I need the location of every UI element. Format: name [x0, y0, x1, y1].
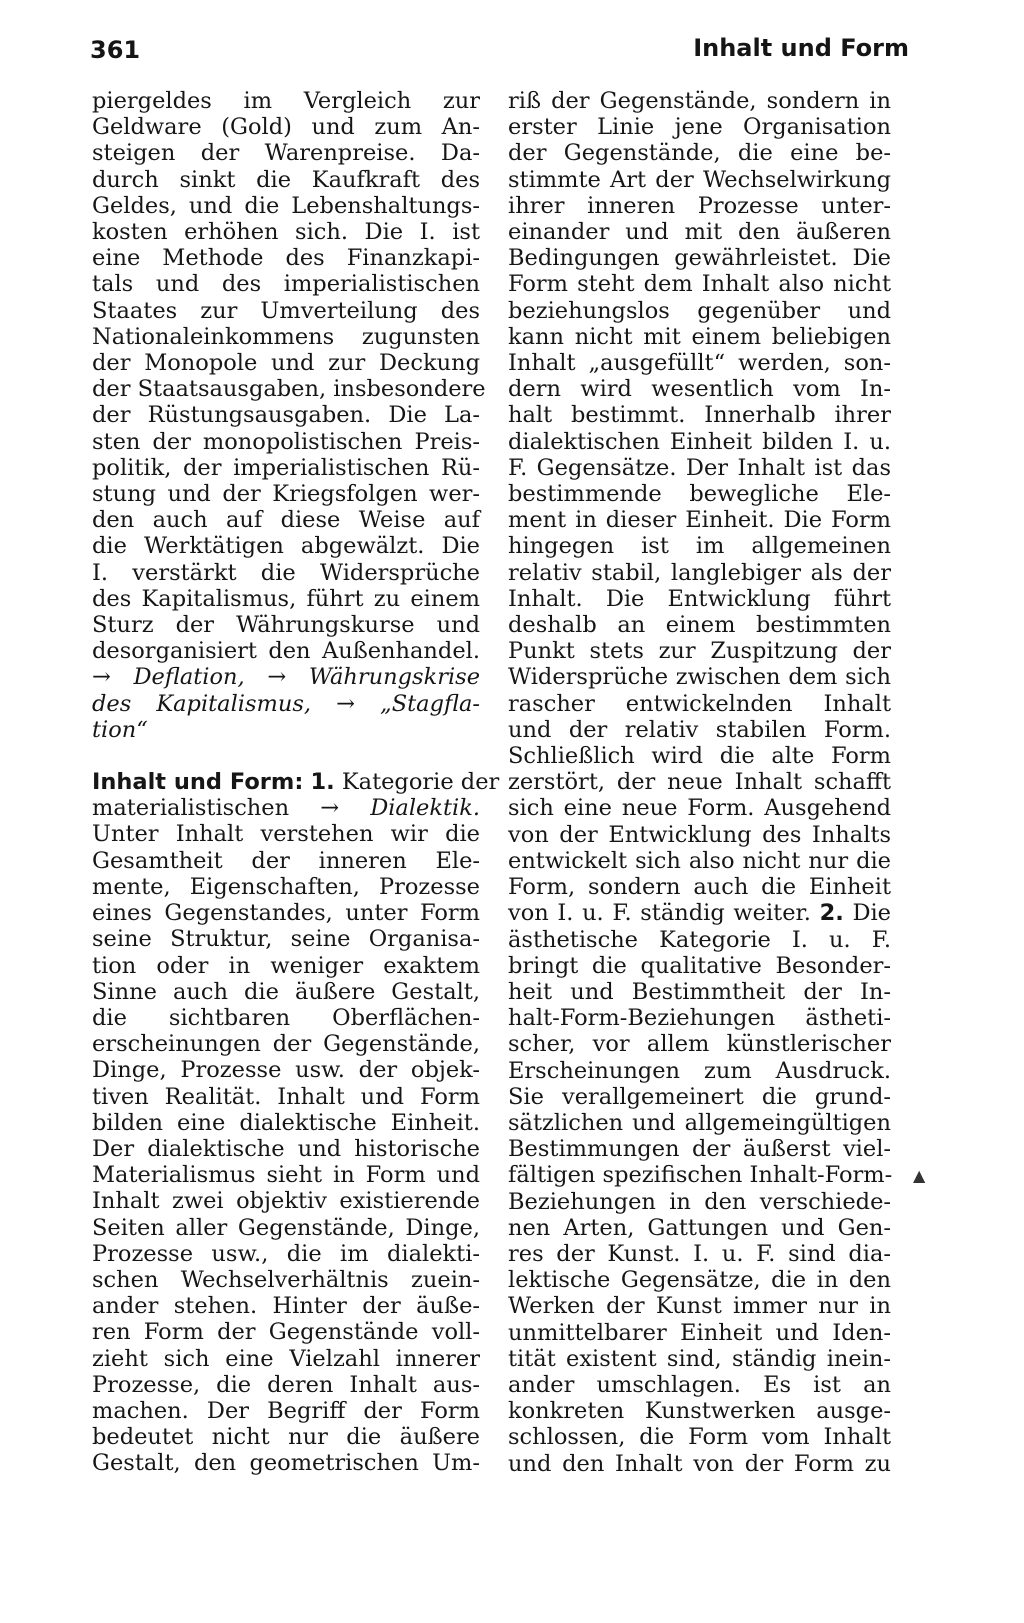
text-line: durch sinkt die Kaufkraft des	[92, 166, 480, 193]
crossref-waehrungskrise[interactable]: Währungskrise	[308, 664, 481, 691]
left-column	[92, 88, 500, 1477]
text-line: Widersprüche zwischen dem sich	[508, 664, 891, 691]
text-line: ren Form der Gegenstände voll-	[92, 1319, 480, 1346]
text-line: konkreten Kunstwerken ausge-	[508, 1398, 891, 1425]
text-line: ment in dieser Einheit. Die Form	[508, 507, 891, 534]
text-line: Bedingungen gewährleistet. Die	[508, 245, 891, 272]
text-line: piergeldes im Vergleich zur	[92, 88, 480, 114]
text-line: kosten erhöhen sich. Die I. ist	[92, 219, 480, 246]
text-line: tion oder in weniger exaktem	[92, 952, 480, 979]
text-line: heit und Bestimmtheit der In-	[508, 978, 891, 1005]
arrow-icon: →	[320, 795, 340, 822]
text-line: fältigen spezifischen Inhalt-Form-	[508, 1162, 893, 1189]
text-fragment: von I. u. F. ständig weiter.	[508, 900, 811, 927]
text-line: ander stehen. Hinter der äuße-	[92, 1293, 480, 1320]
text-line: die Werktätigen abgewälzt. Die	[92, 533, 480, 560]
arrow-icon: →	[267, 664, 287, 691]
text-line: von der Entwicklung des Inhalts	[508, 821, 891, 848]
text-line: Beziehungen in den verschiede-	[508, 1188, 891, 1215]
text-line: Bestimmungen der äußerst viel-	[508, 1136, 891, 1163]
text-line: sich eine neue Form. Ausgehend	[508, 795, 891, 822]
text-line: bedeutet nicht nur die äußere	[92, 1424, 480, 1451]
text-line: der Rüstungsausgaben. Die La-	[92, 402, 480, 429]
text-line: politik, der imperialistischen Rü-	[92, 454, 480, 481]
text-line: Inhalt zwei objektiv existierende	[92, 1188, 480, 1215]
right-column	[508, 88, 891, 1477]
text-line: stung und der Kriegsfolgen wer-	[92, 481, 480, 508]
text-line: und der relativ stabilen Form.	[508, 716, 891, 743]
text-line: deshalb an einem bestimmten	[508, 612, 891, 639]
margin-mark-icon: ▲	[913, 1166, 926, 1185]
text-line: halt bestimmt. Innerhalb ihrer	[508, 402, 891, 429]
text-line: Gestalt, den geometrischen Um-	[92, 1450, 480, 1477]
text-line: der Staatsausgaben, insbesondere	[92, 376, 486, 403]
entry-spacer	[92, 743, 480, 769]
text-line: ihrer inneren Prozesse unter-	[508, 192, 891, 219]
text-line: I. verstärkt die Widersprüche	[92, 559, 480, 586]
text-line: kann nicht mit einem beliebigen	[508, 323, 891, 350]
text-line: schen Wechselverhältnis zuein-	[92, 1266, 480, 1293]
text-line: Dinge, Prozesse usw. der objek-	[92, 1057, 480, 1084]
text-line: sätzlichen und allgemeingültigen	[508, 1109, 891, 1136]
page-number: 361	[90, 36, 141, 64]
text-line: tiven Realität. Inhalt und Form	[92, 1083, 480, 1110]
text-line: Seiten aller Gegenstände, Dinge,	[92, 1214, 480, 1241]
text-line: desorganisiert den Außenhandel.	[92, 638, 480, 665]
text-line: erster Linie jene Organisation	[508, 114, 891, 141]
text-line: riß der Gegenstände, sondern in	[508, 88, 891, 114]
text-line: bestimmende bewegliche Ele-	[508, 481, 891, 508]
running-title: Inhalt und Form	[693, 34, 909, 62]
text-line: entwickelt sich also nicht nur die	[508, 847, 891, 874]
text-line: lektische Gegensätze, die in den	[508, 1267, 891, 1294]
section-number: 1.	[310, 769, 335, 796]
text-line: sten der monopolistischen Preis-	[92, 428, 480, 455]
entry-inhalt-und-form	[92, 769, 500, 1477]
text-fragment: Die	[852, 900, 891, 927]
text-line: bilden eine dialektische Einheit.	[92, 1109, 480, 1136]
text-line: machen. Der Begriff der Form	[92, 1397, 480, 1424]
text-line: Form steht dem Inhalt also nicht	[508, 271, 891, 298]
text-line: relativ stabil, langlebiger als der	[508, 559, 891, 586]
text-line: eine Methode des Finanzkapi-	[92, 245, 480, 272]
text-line: Werken der Kunst immer nur in	[508, 1293, 891, 1320]
text-line: erscheinungen der Gegenstände,	[92, 1031, 480, 1058]
text-line: Materialismus sieht in Form und	[92, 1162, 480, 1189]
text-line: dialektischen Einheit bilden I. u.	[508, 428, 891, 455]
section-number: 2.	[819, 900, 844, 927]
text-line: stimmte Art der Wechselwirkung	[508, 166, 891, 193]
entry-heading: Inhalt und Form:	[92, 769, 304, 796]
crossref-deflation[interactable]: Deflation,	[133, 664, 245, 691]
text-line: tität existent sind, ständig inein-	[508, 1345, 891, 1372]
text-line: Sie verallgemeinert die grund-	[508, 1083, 891, 1110]
text-line: Staates zur Umverteilung des	[92, 297, 480, 324]
crossref-line	[92, 717, 480, 743]
text-line: res der Kunst. I. u. F. sind dia-	[508, 1240, 891, 1267]
crossref-stagflation-cont[interactable]: tion“	[92, 716, 148, 743]
text-line: den auch auf diese Weise auf	[92, 507, 480, 534]
text-line	[508, 900, 891, 926]
text-line: Schließlich wird die alte Form	[508, 743, 891, 770]
crossref-dialektik[interactable]: Dialektik.	[370, 795, 481, 822]
text-line: mente, Eigenschaften, Prozesse	[92, 873, 480, 900]
text-line: scher, vor allem künstlerischer	[508, 1031, 891, 1058]
text-line: des Kapitalismus, führt zu einem	[92, 585, 480, 612]
cross-references	[92, 664, 480, 743]
text-line: tals und des imperialistischen	[92, 271, 480, 298]
text-line: Erscheinungen zum Ausdruck.	[508, 1057, 891, 1084]
text-line: hingegen ist im allgemeinen	[508, 533, 891, 560]
text-line: Form, sondern auch die Einheit	[508, 874, 891, 901]
text-line: halt-Form-Beziehungen ästheti-	[508, 1005, 891, 1032]
arrow-icon: →	[336, 690, 355, 717]
text-line: und den Inhalt von der Form zu	[508, 1450, 891, 1477]
text-line: die sichtbaren Oberflächen-	[92, 1004, 480, 1031]
text-line: Punkt stets zur Zuspitzung der	[508, 638, 891, 665]
text-fragment: Kategorie der	[341, 769, 500, 796]
text-line: Nationaleinkommens zugunsten	[92, 323, 480, 350]
text-line: Der dialektische und historische	[92, 1135, 480, 1162]
text-line: dern wird wesentlich vom In-	[508, 376, 891, 403]
arrow-icon: →	[92, 664, 111, 691]
text-line: eines Gegenstandes, unter Form	[92, 900, 480, 927]
text-line: Geldware (Gold) und zum An-	[92, 114, 480, 141]
text-line: ästhetische Kategorie I. u. F.	[508, 926, 891, 953]
entry-first-line	[92, 769, 500, 796]
text-line: rascher entwickelnden Inhalt	[508, 690, 891, 717]
text-line: bringt die qualitative Besonder-	[508, 952, 891, 979]
text-line: einander und mit den äußeren	[508, 219, 891, 246]
text-line: zieht sich eine Vielzahl innerer	[92, 1345, 480, 1372]
text-line: Prozesse, die deren Inhalt aus-	[92, 1371, 480, 1398]
text-line: seine Struktur, seine Organisa-	[92, 926, 480, 953]
text-line: beziehungslos gegenüber und	[508, 297, 891, 324]
text-line: Inhalt. Die Entwicklung führt	[508, 585, 891, 612]
crossref-line	[92, 664, 480, 690]
text-line: der Gegenstände, die eine be-	[508, 140, 891, 167]
text-line: unmittelbarer Einheit und Iden-	[508, 1319, 891, 1346]
text-line: steigen der Warenpreise. Da-	[92, 140, 480, 167]
crossref-line	[92, 691, 480, 717]
text-line: schlossen, die Form vom Inhalt	[508, 1424, 891, 1451]
continued-entry-text	[92, 88, 486, 665]
text-line: Sturz der Währungskurse und	[92, 612, 480, 639]
crossref-stagflation[interactable]: „Stagfla-	[380, 690, 481, 717]
text-line: zerstört, der neue Inhalt schafft	[508, 769, 891, 796]
text-line: Geldes, und die Lebenshaltungs-	[92, 192, 480, 219]
text-fragment: materialistischen	[92, 795, 290, 822]
text-line: Unter Inhalt verstehen wir die	[92, 821, 480, 848]
text-line: Sinne auch die äußere Gestalt,	[92, 978, 480, 1005]
text-line: der Monopole und zur Deckung	[92, 350, 480, 377]
text-line	[92, 795, 480, 821]
text-line: F. Gegensätze. Der Inhalt ist das	[508, 454, 891, 481]
text-line: Gesamtheit der inneren Ele-	[92, 847, 480, 874]
text-line: Prozesse usw., die im dialekti-	[92, 1240, 480, 1267]
text-line: Inhalt „ausgefüllt“ werden, son-	[508, 350, 891, 377]
text-line: nen Arten, Gattungen und Gen-	[508, 1214, 891, 1241]
text-line: ander umschlagen. Es ist an	[508, 1371, 891, 1398]
crossref-waehrungskrise-cont[interactable]: des Kapitalismus,	[92, 690, 312, 717]
